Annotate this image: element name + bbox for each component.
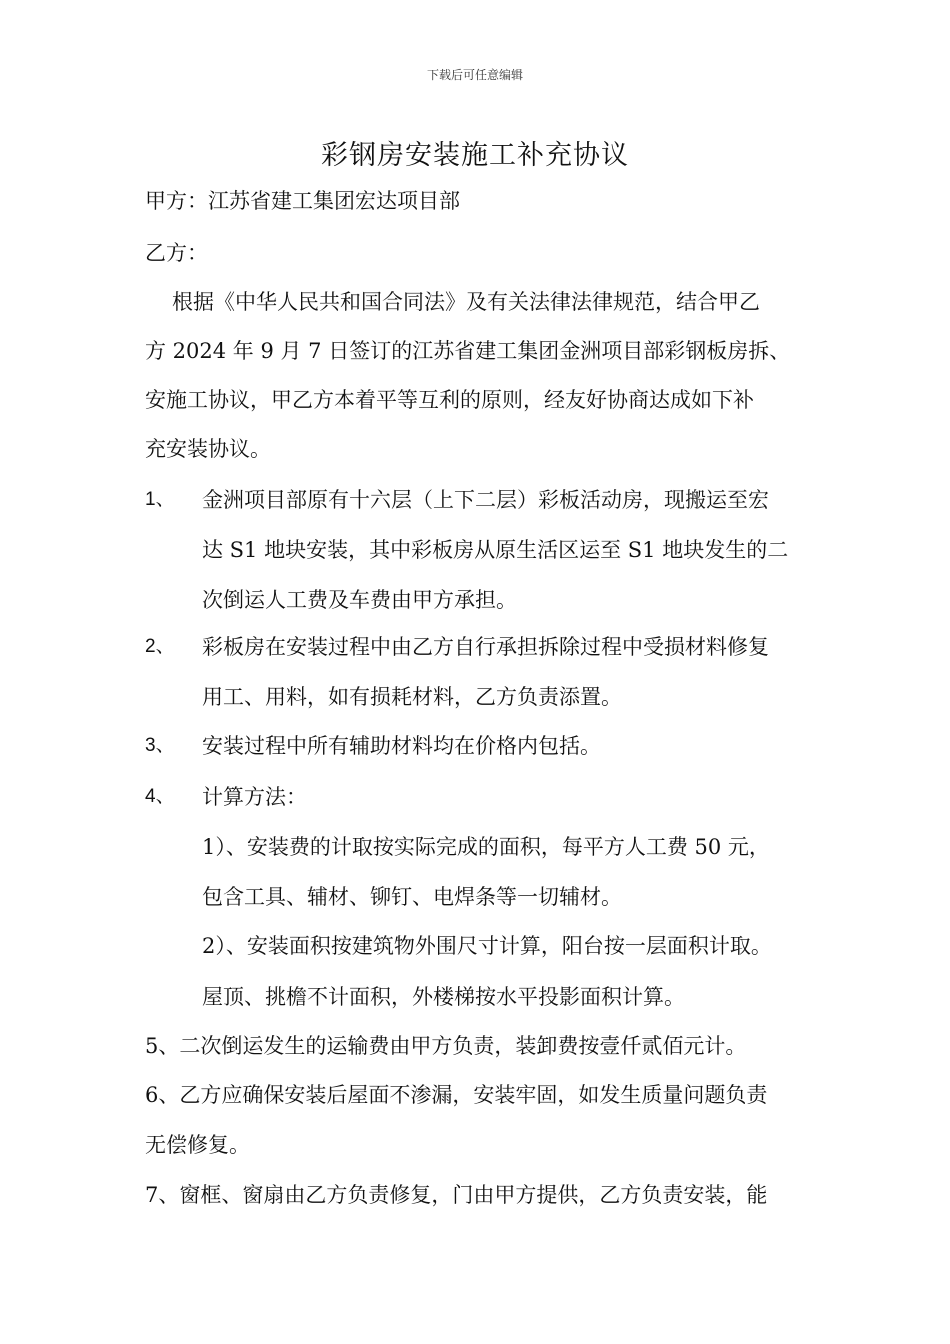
sub-item-line: 1）、安装费的计取按实际完成的面积，每平方人工费 50 元， bbox=[202, 835, 770, 859]
sub-item-line: 2）、安装面积按建筑物外围尺寸计算，阳台按一层面积计取。 bbox=[202, 934, 772, 958]
clause-2-number: 2、 bbox=[145, 636, 175, 657]
preamble-line: 充安装协议。 bbox=[145, 437, 271, 461]
clause-7: 7、窗框、窗扇由乙方负责修复，门由甲方提供，乙方负责安装，能 bbox=[145, 1183, 768, 1207]
clause-4-number: 4、 bbox=[145, 786, 175, 807]
clause-1-line: 次倒运人工费及车费由甲方承担。 bbox=[202, 588, 517, 612]
clause-1-number: 1、 bbox=[145, 489, 175, 510]
clause-6-line: 6、乙方应确保安装后屋面不渗漏，安装牢固，如发生质量问题负责 bbox=[145, 1083, 768, 1107]
header-note: 下载后可任意编辑 bbox=[426, 68, 523, 82]
clause-2-line: 彩板房在安装过程中由乙方自行承担拆除过程中受损材料修复 bbox=[202, 635, 769, 659]
clause-3-line: 安装过程中所有辅助材料均在价格内包括。 bbox=[202, 734, 601, 758]
sub-item-line: 屋顶、挑檐不计面积，外楼梯按水平投影面积计算。 bbox=[202, 985, 685, 1009]
clause-1-line: 金洲项目部原有十六层（上下二层）彩板活动房，现搬运至宏 bbox=[202, 488, 769, 512]
preamble-line: 根据《中华人民共和国合同法》及有关法律法律规范，结合甲乙 bbox=[172, 290, 760, 314]
party-b: 乙方： bbox=[145, 241, 208, 265]
clause-4-line: 计算方法： bbox=[202, 785, 307, 809]
document-title: 彩钢房安装施工补充协议 bbox=[321, 140, 629, 171]
preamble-line: 安施工协议，甲乙方本着平等互利的原则，经友好协商达成如下补 bbox=[145, 388, 754, 412]
party-a: 甲方：江苏省建工集团宏达项目部 bbox=[145, 189, 460, 213]
clause-3-number: 3、 bbox=[145, 735, 175, 756]
clause-1-line: 达 S1 地块安装，其中彩板房从原生活区运至 S1 地块发生的二 bbox=[202, 538, 789, 562]
sub-item-line: 包含工具、辅材、铆钉、电焊条等一切辅材。 bbox=[202, 885, 622, 909]
clause-6-line: 无偿修复。 bbox=[145, 1133, 250, 1157]
preamble-line: 方 2024 年 9 月 7 日签订的江苏省建工集团金洲项目部彩钢板房拆、 bbox=[145, 339, 791, 363]
clause-5: 5、二次倒运发生的运输费由甲方负责，装卸费按壹仟贰佰元计。 bbox=[145, 1034, 747, 1058]
clause-2-line: 用工、用料，如有损耗材料，乙方负责添置。 bbox=[202, 685, 622, 709]
